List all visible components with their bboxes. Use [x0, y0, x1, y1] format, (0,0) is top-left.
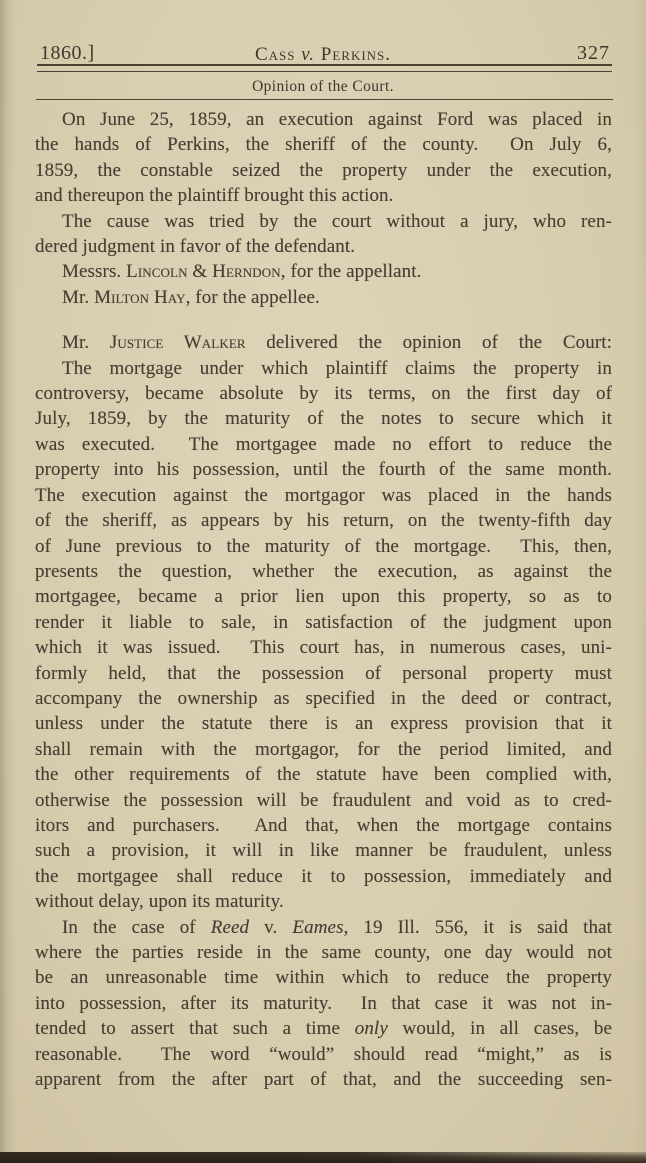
- page-number: 327: [577, 42, 610, 64]
- text-line: [35, 534, 612, 559]
- text-segment: 1859, the constable seized the property under the execution,: [35, 159, 612, 181]
- section-rule: [36, 99, 613, 100]
- text-line: [35, 1067, 612, 1092]
- text-segment: unless under the statute there is an express provision that it: [35, 713, 612, 735]
- text-line: [35, 330, 612, 355]
- text-segment: apparent from the after part of that, and the succeeding sen-: [35, 1069, 612, 1091]
- text-segment: the other requirements of the statute have been complied with,: [35, 764, 612, 786]
- text-line: [35, 432, 612, 457]
- text-line: [35, 132, 612, 157]
- text-segment: The execution against the mortgagor was placed in the hands: [35, 484, 612, 506]
- text-line: [35, 381, 612, 406]
- text-segment: tended to assert that such a time: [35, 1018, 355, 1040]
- text-segment: and thereupon the plaintiff brought this action.: [35, 185, 394, 207]
- paragraph: [35, 285, 612, 310]
- text-line: [35, 483, 612, 508]
- text-segment: July, 1859, by the maturity of the notes to secure which it: [35, 408, 612, 430]
- text-segment: On June 25, 1859, an execution against Ford was placed in: [62, 109, 612, 130]
- text-segment: v.: [301, 44, 316, 65]
- text-segment: , for the appellant.: [280, 261, 422, 283]
- text-line: [35, 889, 612, 914]
- text-segment: shall remain with the mortgagor, for the period limited, and: [35, 738, 612, 760]
- text-segment: Perkins.: [320, 44, 392, 65]
- text-segment: v.: [249, 916, 293, 938]
- text-segment: mortgagee, became a prior lien upon this property, so as to: [35, 586, 612, 608]
- text-line: [35, 813, 612, 838]
- header-year: 1860.]: [40, 42, 95, 64]
- text-segment: delivered the opinion of the Court:: [245, 332, 612, 354]
- text-segment: Cass: [254, 44, 296, 65]
- text-segment: would, in all cases, be: [387, 1018, 612, 1040]
- text-segment: Milton Hay: [94, 286, 186, 308]
- text-line: [35, 686, 612, 711]
- text-segment: Eames: [292, 916, 344, 938]
- page-bottom-edge-shadow: [0, 1152, 646, 1163]
- text-segment: dered judgment in favor of the defendant.: [35, 236, 356, 258]
- text-segment: Justice Walker: [109, 332, 246, 354]
- text-segment: render it liable to sale, in satisfaction of the judgment upon: [35, 611, 612, 633]
- text-line: [35, 559, 612, 584]
- text-segment: reasonable. The word “would” should read “might,” as is: [35, 1043, 612, 1065]
- text-segment: &: [187, 261, 213, 283]
- text-segment: which it was issued. This court has, in numerous cases, uni-: [35, 637, 612, 659]
- text-segment: into possession, after its maturity. In that case it was not in-: [35, 992, 612, 1014]
- text-segment: such a provision, it will in like manner be fraudulent, unless: [35, 840, 612, 862]
- text-segment: presents the question, whether the execution, as against the: [35, 560, 612, 582]
- text-segment: Mr.: [62, 332, 110, 354]
- text-segment: the mortgagee shall reduce it to possession, immediately and: [35, 865, 612, 887]
- text-segment: Herndon: [212, 261, 281, 283]
- text-segment: formly held, that the possession of personal property must: [35, 662, 612, 684]
- text-segment: be an unreasonable time within which to reduce the property: [35, 967, 612, 989]
- text-line: [35, 457, 612, 482]
- text-line: [35, 711, 612, 736]
- text-segment: , 19 Ill. 556, it is said that: [343, 916, 612, 938]
- text-segment: Mr.: [62, 286, 95, 308]
- text-line: [35, 788, 612, 813]
- paragraph: [35, 915, 612, 1093]
- case-title: [0, 44, 646, 66]
- text-line: [35, 234, 612, 259]
- text-line: [35, 183, 612, 208]
- paragraph: [35, 330, 612, 355]
- paragraph: [35, 107, 612, 209]
- text-segment: where the parties reside in the same county, one day would not: [35, 942, 612, 963]
- text-line: [35, 610, 612, 635]
- text-line: [35, 838, 612, 863]
- text-segment: The mortgage under which plaintiff claims the property in: [62, 357, 612, 379]
- text-segment: Reed: [210, 916, 250, 938]
- text-segment: controversy, became absolute by its terms, on the first day of: [35, 383, 612, 405]
- text-segment: accompany the ownership as specified in the deed or contract,: [35, 687, 612, 709]
- text-line: [35, 1016, 612, 1041]
- text-line: [35, 508, 612, 533]
- text-line: [35, 737, 612, 762]
- text-segment: In the case of: [62, 916, 211, 938]
- paragraph: [35, 209, 612, 260]
- text-segment: Lincoln: [126, 261, 188, 283]
- text-line: [35, 107, 612, 132]
- text-line: [35, 940, 612, 965]
- text-segment: was executed. The mortgagee made no effort to reduce the: [35, 433, 612, 455]
- text-line: [35, 158, 612, 183]
- body-text: [35, 107, 612, 1092]
- paragraph: [35, 356, 612, 915]
- text-segment: the hands of Perkins, the sheriff of the county. On July 6,: [35, 134, 612, 156]
- text-segment: Messrs.: [62, 261, 127, 283]
- text-line: [35, 584, 612, 609]
- text-segment: only: [354, 1018, 388, 1040]
- text-line: [35, 991, 612, 1016]
- text-line: [35, 209, 612, 234]
- text-segment: itors and purchasers. And that, when the mortgage contains: [35, 814, 612, 836]
- text-line: [35, 356, 612, 381]
- text-line: [35, 661, 612, 686]
- text-segment: of the sheriff, as appears by his return, on the twenty-fifth day: [35, 510, 612, 532]
- text-line: [35, 406, 612, 431]
- paragraph: [35, 259, 612, 284]
- text-line: [35, 259, 612, 284]
- text-segment: otherwise the possession will be fraudulent and void as to cred-: [35, 789, 612, 811]
- text-segment: The cause was tried by the court without a jury, who ren-: [62, 210, 612, 232]
- header-double-rule: [37, 64, 612, 72]
- text-line: [35, 285, 612, 310]
- text-line: [35, 635, 612, 660]
- text-line: [35, 864, 612, 889]
- text-segment: of June previous to the maturity of the mortgage. This, then,: [35, 535, 612, 557]
- text-segment: , for the appellee.: [185, 286, 320, 308]
- text-segment: property into his possession, until the fourth of the same month.: [35, 459, 612, 481]
- text-line: [35, 762, 612, 787]
- text-line: [35, 915, 612, 940]
- text-line: [35, 1042, 612, 1067]
- text-line: [35, 965, 612, 990]
- text-segment: without delay, upon its maturity.: [35, 891, 284, 913]
- section-label: Opinion of the Court.: [252, 78, 394, 95]
